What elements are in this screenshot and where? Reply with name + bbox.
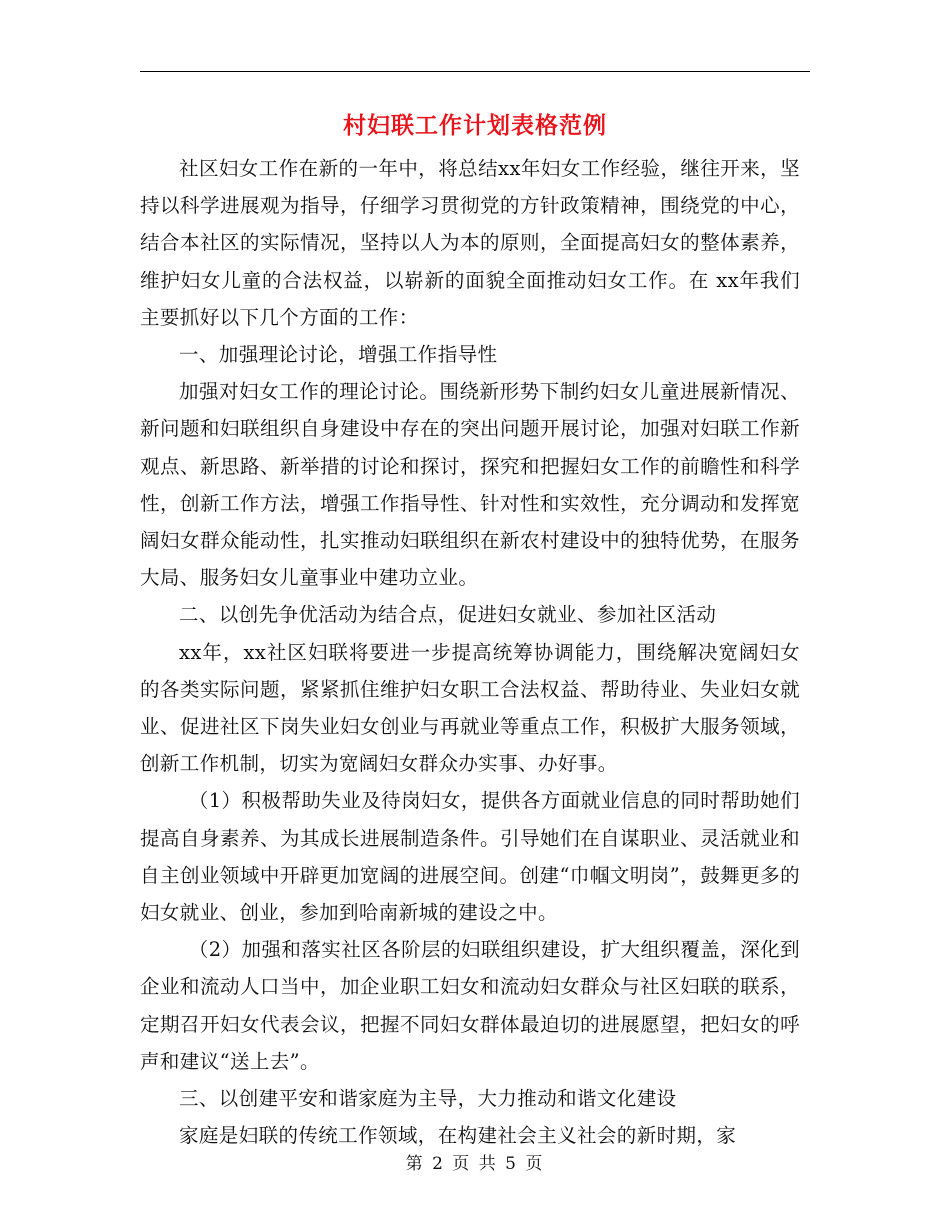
- section-2-item-1: （1）积极帮助失业及待岗妇女，提供各方面就业信息的同时帮助她们提高自身素养、为其成长进展制造条件。引导她们在自谋职业、灵活就业和自主创业领域中开辟更加宽阔的进展空间。创建“巾帼文明岗”，鼓舞更多的妇女就业、创业，参加到哈南新城的建设之中。: [140, 789, 800, 925]
- section-heading-1: 一、加强理论讨论，增强工作指导性: [179, 343, 498, 367]
- section-heading-2: 二、以创先争优活动为结合点，促进妇女就业、参加社区活动: [179, 603, 717, 627]
- section-3-paragraph: 家庭是妇联的传统工作领域，在构建社会主义社会的新时期，家: [179, 1124, 737, 1148]
- document-title: 村妇联工作计划表格范例: [343, 113, 607, 139]
- intro-paragraph: 社区妇女工作在新的一年中，将总结xx年妇女工作经验，继往开来，坚持以科学进展观为指导，仔细学习贯彻党的方针政策精神，围绕党的中心，结合本社区的实际情况，坚持以人为本的原则，全面提高妇女的整体素养，维护妇女儿童的合法权益，以崭新的面貌全面推动妇女工作。在 xx年我们主要抓好以下几个方面的工作：: [140, 157, 800, 329]
- section-heading-3: 三、以创建平安和谐家庭为主导，大力推动和谐文化建设: [179, 1087, 677, 1111]
- header-rule: [140, 71, 810, 72]
- section-2-item-2: （2）加强和落实社区各阶层的妇联组织建设，扩大组织覆盖，深化到企业和流动人口当中，加企业职工妇女和流动妇女群众与社区妇联的联系，定期召开妇女代表会议，把握不同妇女群体最迫切的进展愿望，把妇女的呼声和建议“送上去”。: [140, 938, 800, 1073]
- page-number: 第 2 页 共 5 页: [405, 1154, 545, 1174]
- document-body: [140, 150, 800, 1154]
- section-2-paragraph: xx年，xx社区妇联将要进一步提高统筹协调能力，围绕解决宽阔妇女的各类实际问题，紧紧抓住维护妇女职工合法权益、帮助待业、失业妇女就业、促进社区下岗失业妇女创业与再就业等重点工作，积极扩大服务领域，创新工作机制，切实为宽阔妇女群众办实事、办好事。: [140, 640, 800, 776]
- section-1-paragraph: 加强对妇女工作的理论讨论。围绕新形势下制约妇女儿童进展新情况、新问题和妇联组织自身建设中存在的突出问题开展讨论，加强对妇联工作新观点、新思路、新举措的讨论和探讨，探究和把握妇女工作的前瞻性和科学性，创新工作方法，增强工作指导性、针对性和实效性，充分调动和发挥宽阔妇女群众能动性，扎实推动妇联组织在新农村建设中的独特优势，在服务大局、服务妇女儿童事业中建功立业。: [140, 380, 800, 590]
